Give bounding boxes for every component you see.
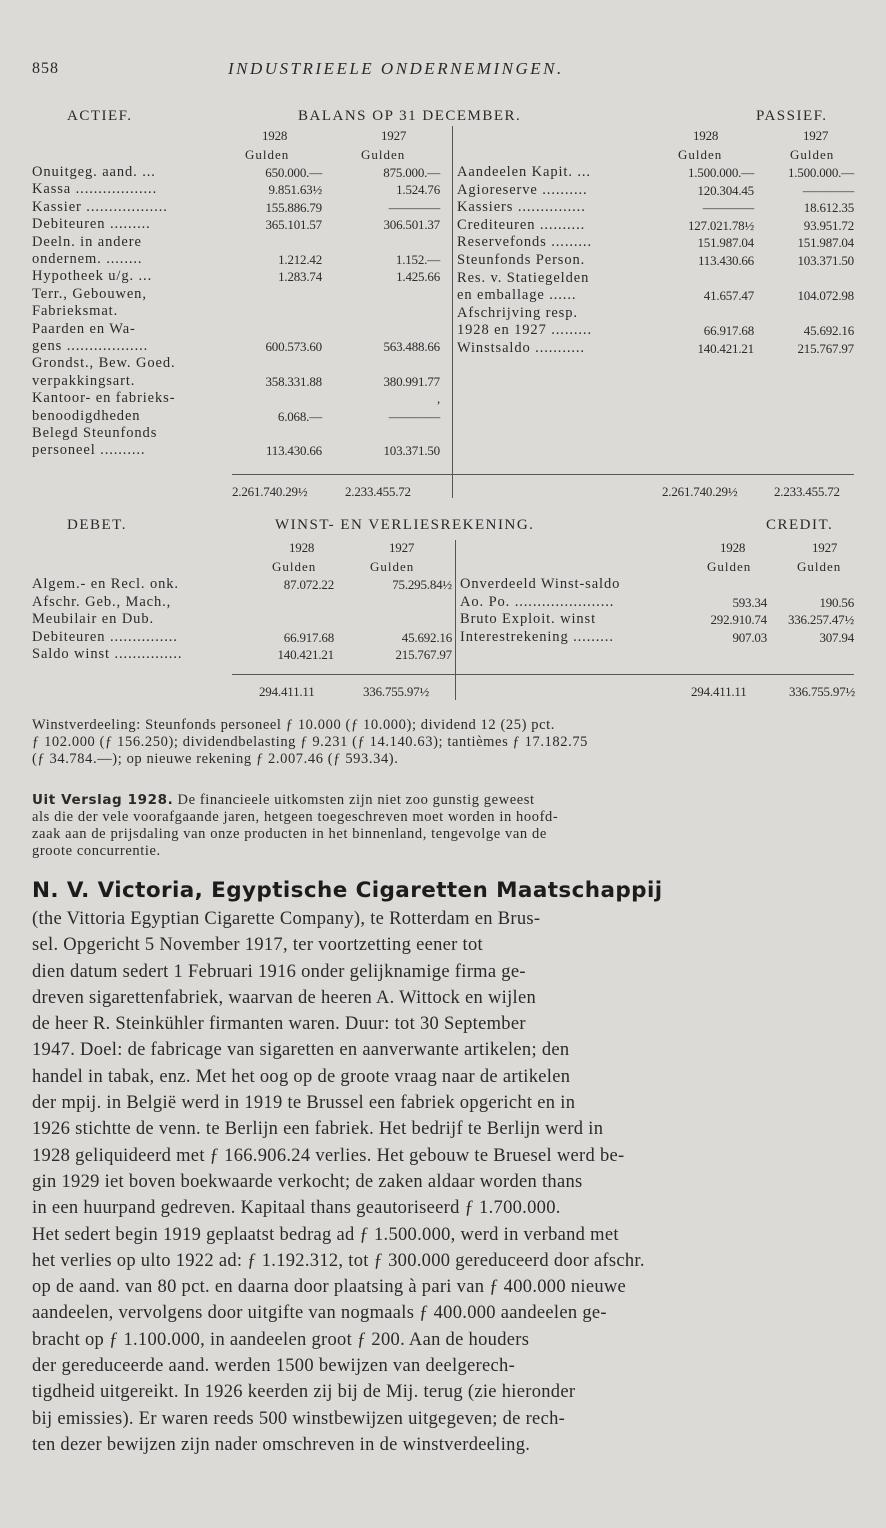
- winstverdeeling-line: (ƒ 34.784.—); op nieuwe rekening ƒ 2.007.46 (ƒ 593.34).: [32, 751, 399, 767]
- row-label: Afschr. Geb., Mach.,: [32, 593, 172, 610]
- balance-center-title: BALANS OP 31 DECEMBER.: [298, 108, 522, 124]
- row-value-1928: ————: [702, 200, 754, 216]
- row-label: Fabrieksmat.: [32, 303, 119, 320]
- page-number: 858: [32, 60, 59, 77]
- row-value-1927: 336.257.47½: [787, 612, 854, 628]
- balance-total-left-1927: 2.233.455.72: [345, 484, 411, 499]
- row-label: Grondst., Bew. Goed.: [32, 355, 176, 372]
- row-label: Onverdeeld Winst-saldo: [460, 576, 621, 592]
- row-label: Kassier ..................: [32, 198, 168, 215]
- row-value-1927: ————: [388, 199, 440, 215]
- row-label: Interestrekening .........: [460, 628, 614, 645]
- row-label: benoodigdheden: [32, 407, 141, 424]
- balance-total-right-1928: 2.261.740.29½: [662, 484, 738, 499]
- pl-center-title: WINST- EN VERLIESREKENING.: [275, 517, 535, 533]
- pl-unit-1928-left: Gulden: [272, 559, 317, 574]
- row-value-1927: 563.488.66: [383, 339, 440, 354]
- row-value-1927: 18.612.35: [803, 200, 854, 216]
- row-value-1928: 155.886.79: [265, 199, 322, 215]
- row-value-1928: 66.917.68: [703, 323, 754, 339]
- row-label: Res. v. Statiegelden: [457, 269, 590, 286]
- company-body-line: op de aand. van 80 pct. en daarna door plaatsing à pari van ƒ 400.000 nieuwe: [32, 1277, 627, 1298]
- company-body-line: het verlies op ulto 1922 ad: ƒ 1.192.312, tot ƒ 300.000 gereduceerd door afschr.: [32, 1250, 645, 1271]
- company-body-line: tigdheid uitgereikt. In 1926 keerden zij bij de Mij. terug (zie hieronder: [32, 1382, 576, 1403]
- row-value-1927: ————: [802, 182, 854, 198]
- balance-year-1928-right: 1928: [693, 128, 719, 143]
- row-value-1928: 6.068.—: [277, 408, 322, 424]
- row-value-1927: 307.94: [819, 629, 854, 645]
- row-value-1927: 93.951.72: [803, 217, 854, 233]
- running-title: INDUSTRIEELE ONDERNEMINGEN.: [228, 59, 564, 78]
- row-label: Reservefonds .........: [457, 234, 592, 251]
- row-value-1928: 600.573.60: [265, 339, 322, 354]
- row-value-1928: 907.03: [732, 629, 767, 645]
- balance-right-title: PASSIEF.: [756, 108, 828, 124]
- row-label: Afschrijving resp.: [457, 304, 578, 321]
- verslag-heading: Uit Verslag 1928.: [32, 792, 174, 808]
- verslag-line: groote concurrentie.: [32, 843, 161, 859]
- row-label: ondernem. ........: [32, 251, 143, 267]
- row-value-1928: 127.021.78½: [687, 217, 754, 233]
- winstverdeeling-line: ƒ 102.000 (ƒ 156.250); dividendbelasting ƒ 9.231 (ƒ 14.140.63); tantièmes ƒ 17.182.75: [32, 734, 589, 750]
- row-label: Saldo winst ...............: [32, 646, 183, 663]
- company-body-line: sel. Opgericht 5 November 1917, ter voortzetting eener tot: [32, 935, 483, 956]
- row-value-1928: 151.987.04: [697, 235, 754, 251]
- row-value-1927: ,: [436, 391, 440, 407]
- row-label: Aandeelen Kapit. ...: [457, 164, 591, 180]
- balance-year-1927-right: 1927: [803, 128, 829, 143]
- row-value-1927: 1.524.76: [396, 182, 440, 198]
- pl-left-title: DEBET.: [67, 517, 127, 533]
- pl-year-1927-right: 1927: [812, 540, 838, 555]
- pl-unit-1927-right: Gulden: [797, 559, 842, 574]
- verslag-paragraph: [32, 792, 858, 860]
- row-value-1927: 151.987.04: [797, 235, 854, 251]
- balance-year-1927-left: 1927: [381, 128, 407, 143]
- row-value-1928: 140.421.21: [697, 341, 754, 356]
- row-label: Kantoor- en fabrieks-: [32, 390, 176, 407]
- pl-year-1928-left: 1928: [289, 540, 315, 555]
- row-value-1927: 1.500.000.—: [787, 165, 854, 180]
- balance-divider: [452, 126, 453, 498]
- balance-left-title: ACTIEF.: [67, 108, 133, 124]
- row-label: Debiteuren ...............: [32, 628, 178, 645]
- company-body-line: ten dezer bewijzen zijn nader omschreven in de winstverdeeling.: [32, 1434, 531, 1455]
- company-body-line: der mpij. in België werd in 1919 te Brussel een fabriek opgericht en in: [32, 1093, 576, 1114]
- row-value-1927: 104.072.98: [797, 288, 854, 304]
- row-value-1927: 380.991.77: [383, 373, 440, 389]
- balance-unit-1928-left: Gulden: [245, 147, 290, 162]
- balance-total-rule: [232, 474, 854, 475]
- row-label: en emballage ......: [457, 287, 577, 304]
- row-value-1927: 1.152.—: [395, 252, 440, 267]
- row-value-1928: 1.283.74: [278, 269, 322, 285]
- company-body-line: Het sedert begin 1919 geplaatst bedrag ad ƒ 1.500.000, werd in verband met: [32, 1224, 619, 1245]
- pl-year-1928-right: 1928: [720, 540, 746, 555]
- company-body-line: de heer R. Steinkühler firmanten waren. Duur: tot 30 September: [32, 1014, 526, 1035]
- row-value-1928: 1.500.000.—: [687, 165, 754, 180]
- row-value-1928: 365.101.57: [265, 217, 322, 233]
- row-value-1927: 215.767.97: [797, 341, 854, 356]
- row-label: Debiteuren .........: [32, 216, 151, 233]
- balance-year-1928-left: 1928: [262, 128, 288, 143]
- company-body-line: dreven sigarettenfabriek, waarvan de heeren A. Wittock en wijlen: [32, 987, 537, 1008]
- row-value-1927: 1.425.66: [396, 269, 440, 285]
- row-label: Onuitgeg. aand. ...: [32, 164, 156, 180]
- verslag-line: als die der vele voorafgaande jaren, hetgeen toegeschreven moet worden in hoofd-: [32, 809, 559, 825]
- row-label: Crediteuren ..........: [457, 216, 586, 233]
- row-label: Hypotheek u/g. ...: [32, 268, 153, 285]
- balance-total-right-1927: 2.233.455.72: [774, 484, 840, 499]
- row-value-1928: 292.910.74: [710, 612, 767, 628]
- company-body-line: der gereduceerde aand. werden 1500 bewijzen van deelgerech-: [32, 1356, 516, 1377]
- row-label: Deeln. in andere: [32, 233, 142, 250]
- row-value-1928: 358.331.88: [265, 373, 322, 389]
- company-body-line: 1926 stichtte de venn. te Berlijn een fabriek. Het bedrijf te Berlijn werd in: [32, 1119, 604, 1140]
- verslag-line: De financieele uitkomsten zijn niet zoo gunstig geweest: [173, 792, 535, 808]
- row-value-1927: ————: [388, 408, 440, 424]
- row-value-1928: 9.851.63½: [268, 182, 322, 198]
- row-value-1927: 45.692.16: [401, 629, 452, 645]
- pl-divider: [455, 540, 456, 700]
- row-label: Ao. Po. ......................: [460, 593, 615, 610]
- row-value-1928: 593.34: [732, 594, 767, 610]
- row-value-1927: 190.56: [819, 594, 854, 610]
- row-value-1927: 875.000.—: [383, 165, 440, 180]
- row-label: Meubilair en Dub.: [32, 611, 155, 628]
- row-label: Bruto Exploit. winst: [460, 611, 597, 628]
- company-body-line: aandeelen, vervolgens door uitgifte van nogmaals ƒ 400.000 aandeelen ge-: [32, 1303, 607, 1324]
- company-body-line: gin 1929 iet boven boekwaarde verkocht; de zaken aldaar worden thans: [32, 1171, 583, 1192]
- pl-total-right-1927: 336.755.97½: [789, 684, 856, 699]
- company-body-line: in een huurpand gedreven. Kapitaal thans geautoriseerd ƒ 1.700.000.: [32, 1198, 561, 1219]
- row-value-1927: 75.295.84½: [392, 577, 452, 592]
- row-value-1928: 140.421.21: [277, 647, 334, 663]
- row-value-1928: 650.000.—: [265, 165, 322, 180]
- row-label: verpakkingsart.: [32, 372, 136, 389]
- pl-total-right-1928: 294.411.11: [691, 684, 747, 699]
- winstverdeeling-paragraph: [32, 717, 858, 768]
- company-body-line: bij emissies). Er waren reeds 500 winstbewijzen uitgegeven; de rech-: [32, 1408, 566, 1429]
- row-value-1928: 1.212.42: [278, 252, 322, 267]
- pl-unit-1927-left: Gulden: [370, 559, 415, 574]
- company-body-line: bracht op ƒ 1.100.000, in aandeelen groot ƒ 200. Aan de houders: [32, 1329, 530, 1350]
- company-body-line: dien datum sedert 1 Februari 1916 onder gelijknamige firma ge-: [32, 961, 526, 982]
- company-body: [32, 906, 645, 1458]
- balance-unit-1927-left: Gulden: [361, 147, 406, 162]
- row-label: Winstsaldo ...........: [457, 340, 585, 356]
- balance-unit-1927-right: Gulden: [790, 147, 835, 162]
- row-label: Kassa ..................: [32, 181, 158, 198]
- row-value-1927: 45.692.16: [803, 323, 854, 339]
- row-value-1928: 41.657.47: [703, 288, 754, 304]
- pl-total-left-1928: 294.411.11: [259, 684, 315, 699]
- row-label: Steunfonds Person.: [457, 252, 586, 268]
- row-value-1928: 87.072.22: [283, 577, 334, 592]
- row-value-1927: 306.501.37: [383, 217, 440, 233]
- row-value-1928: 113.430.66: [265, 443, 322, 459]
- row-label: gens ..................: [32, 338, 149, 354]
- row-label: 1928 en 1927 .........: [457, 322, 592, 339]
- row-label: Terr., Gebouwen,: [32, 285, 147, 302]
- balance-unit-1928-right: Gulden: [678, 147, 723, 162]
- row-label: Agioreserve ..........: [457, 181, 588, 198]
- company-body-line: (the Vittoria Egyptian Cigarette Company), te Rotterdam en Brus-: [32, 909, 541, 929]
- pl-right-title: CREDIT.: [766, 517, 834, 533]
- row-value-1927: 103.371.50: [797, 253, 854, 268]
- row-label: Kassiers ...............: [457, 199, 586, 216]
- winstverdeeling-line: Winstverdeeling: Steunfonds personeel ƒ 10.000 (ƒ 10.000); dividend 12 (25) pct.: [32, 717, 556, 733]
- row-label: Algem.- en Recl. onk.: [32, 576, 179, 592]
- pl-year-1927-left: 1927: [389, 540, 415, 555]
- row-value-1928: 66.917.68: [283, 629, 334, 645]
- row-value-1928: 113.430.66: [697, 253, 754, 268]
- company-body-line: handel in tabak, enz. Met het oog op de groote vraag naar de artikelen: [32, 1066, 571, 1087]
- row-value-1928: 120.304.45: [697, 182, 754, 198]
- pl-unit-1928-right: Gulden: [707, 559, 752, 574]
- balance-total-left-1928: 2.261.740.29½: [232, 484, 308, 499]
- company-title: N. V. Victoria, Egyptische Cigaretten Maatschappij: [32, 878, 663, 903]
- company-body-line: 1928 geliquideerd met ƒ 166.906.24 verlies. Het gebouw te Bruesel werd be-: [32, 1145, 625, 1166]
- company-body-line: 1947. Doel: de fabricage van sigaretten en aanverwante artikelen; den: [32, 1040, 570, 1061]
- pl-total-left-1927: 336.755.97½: [363, 684, 430, 699]
- row-value-1927: 103.371.50: [383, 443, 440, 459]
- pl-total-rule: [232, 674, 854, 675]
- row-label: Belegd Steunfonds: [32, 425, 158, 441]
- row-value-1927: 215.767.97: [395, 647, 452, 663]
- row-label: personeel ..........: [32, 442, 146, 459]
- row-label: Paarden en Wa-: [32, 320, 136, 337]
- verslag-line: zaak aan de prijsdaling van onze producten in het binnenland, tengevolge van de: [32, 826, 547, 842]
